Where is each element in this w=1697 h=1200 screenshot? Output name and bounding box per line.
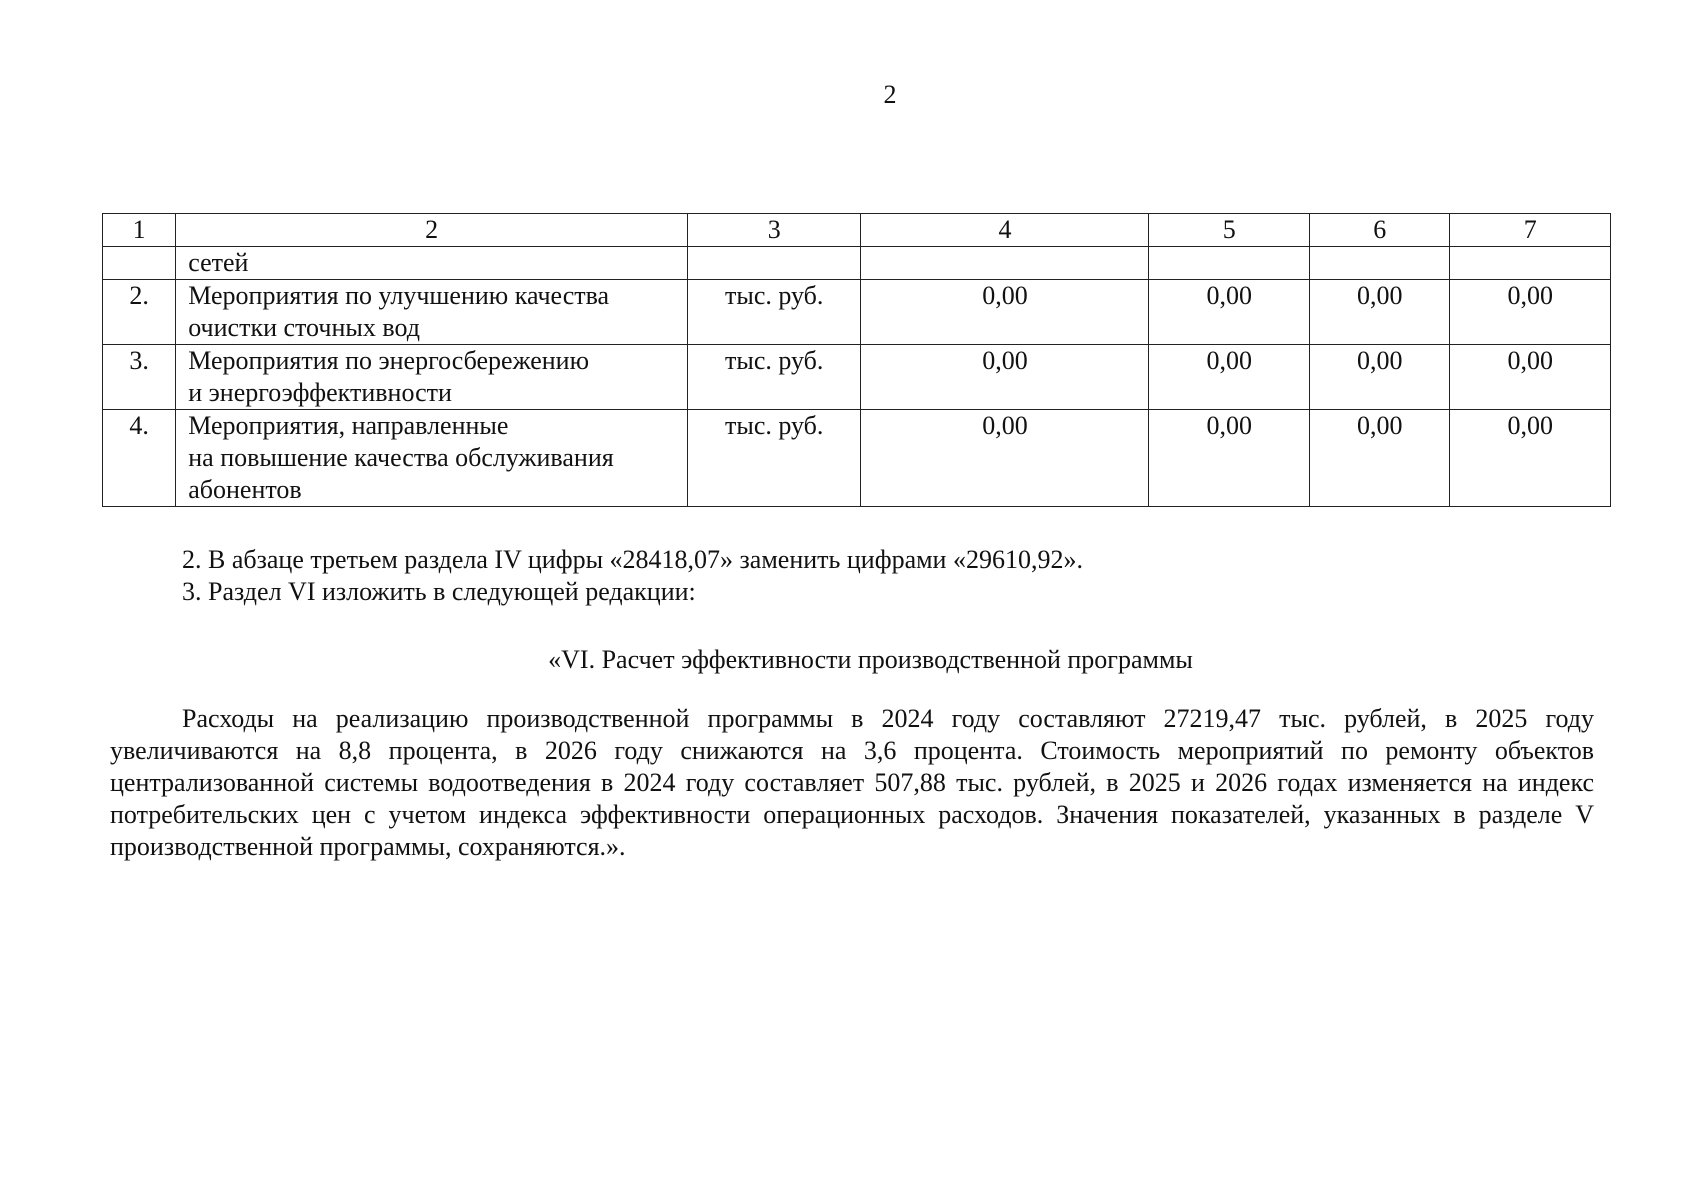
row-number: 4.: [103, 410, 176, 507]
row-value: 0,00: [1309, 280, 1449, 345]
section-heading: «VI. Расчет эффективности производственной программы: [548, 645, 1193, 674]
column-header: 3: [687, 214, 861, 247]
row-value: [1309, 247, 1449, 280]
amendment-item-2: 2. В абзаце третьем раздела IV цифры «28418,07» заменить цифрами «29610,92».: [182, 545, 1083, 574]
row-value: [1149, 247, 1310, 280]
table-row: [103, 280, 1611, 345]
program-table-container: [102, 213, 1611, 507]
row-value: [861, 247, 1149, 280]
row-name-line: и энергоэффективности: [188, 378, 452, 407]
row-name: [176, 345, 688, 410]
row-name-line: очистки сточных вод: [188, 313, 420, 342]
section-body-paragraph: Расходы на реализацию производственной программы в 2024 году составляют 27219,47 тыс. рублей, в 2025 году увеличиваются на 8,8 процента, в 2026 году снижаются на 3,6 процента. Стоимость мероприятий по ремонту объектов централизованной системы водоотведения в 2024 году составляет 507,88 тыс. рублей, в 2025 и 2026 годах изменяется на индекс потребительских цен с учетом индекса эффективности операционных расходов. Значения показателей, указанных в разделе V производственной программы, сохраняются.».: [110, 704, 1594, 861]
row-unit: тыс. руб.: [687, 345, 861, 410]
column-header: 2: [176, 214, 688, 247]
row-unit: тыс. руб.: [687, 280, 861, 345]
column-header: 7: [1450, 214, 1611, 247]
row-name: [176, 410, 688, 507]
row-value: 0,00: [1309, 345, 1449, 410]
row-name-line: Мероприятия, направленные: [188, 411, 509, 440]
row-name-line: абонентов: [188, 475, 302, 504]
row-value: 0,00: [1149, 410, 1310, 507]
column-header: 4: [861, 214, 1149, 247]
row-value: 0,00: [1309, 410, 1449, 507]
table-row: [103, 247, 1611, 280]
table-header-row: [103, 214, 1611, 247]
row-value: 0,00: [1149, 345, 1310, 410]
row-value: 0,00: [1450, 280, 1611, 345]
row-value: [1450, 247, 1611, 280]
program-table: [102, 213, 1611, 507]
page-number: 2: [883, 80, 897, 109]
table-row: [103, 410, 1611, 507]
row-value: 0,00: [1450, 345, 1611, 410]
row-value: 0,00: [861, 345, 1149, 410]
row-name-line: Мероприятия по улучшению качества: [188, 281, 610, 310]
amendment-item-3: 3. Раздел VI изложить в следующей редакции:: [182, 577, 696, 606]
row-unit: [687, 247, 861, 280]
row-number: 3.: [103, 345, 176, 410]
row-name-line: Мероприятия по энергосбережению: [188, 346, 589, 375]
row-value: 0,00: [861, 410, 1149, 507]
table-row: [103, 345, 1611, 410]
row-value: 0,00: [1149, 280, 1310, 345]
row-name: [176, 247, 688, 280]
row-value: 0,00: [1450, 410, 1611, 507]
row-name-line: сетей: [188, 248, 249, 277]
column-header: 5: [1149, 214, 1310, 247]
row-name: [176, 280, 688, 345]
column-header: 6: [1309, 214, 1449, 247]
column-header: 1: [103, 214, 176, 247]
row-unit: тыс. руб.: [687, 410, 861, 507]
row-value: 0,00: [861, 280, 1149, 345]
row-name-line: на повышение качества обслуживания: [188, 443, 614, 472]
row-number: [103, 247, 176, 280]
row-number: 2.: [103, 280, 176, 345]
